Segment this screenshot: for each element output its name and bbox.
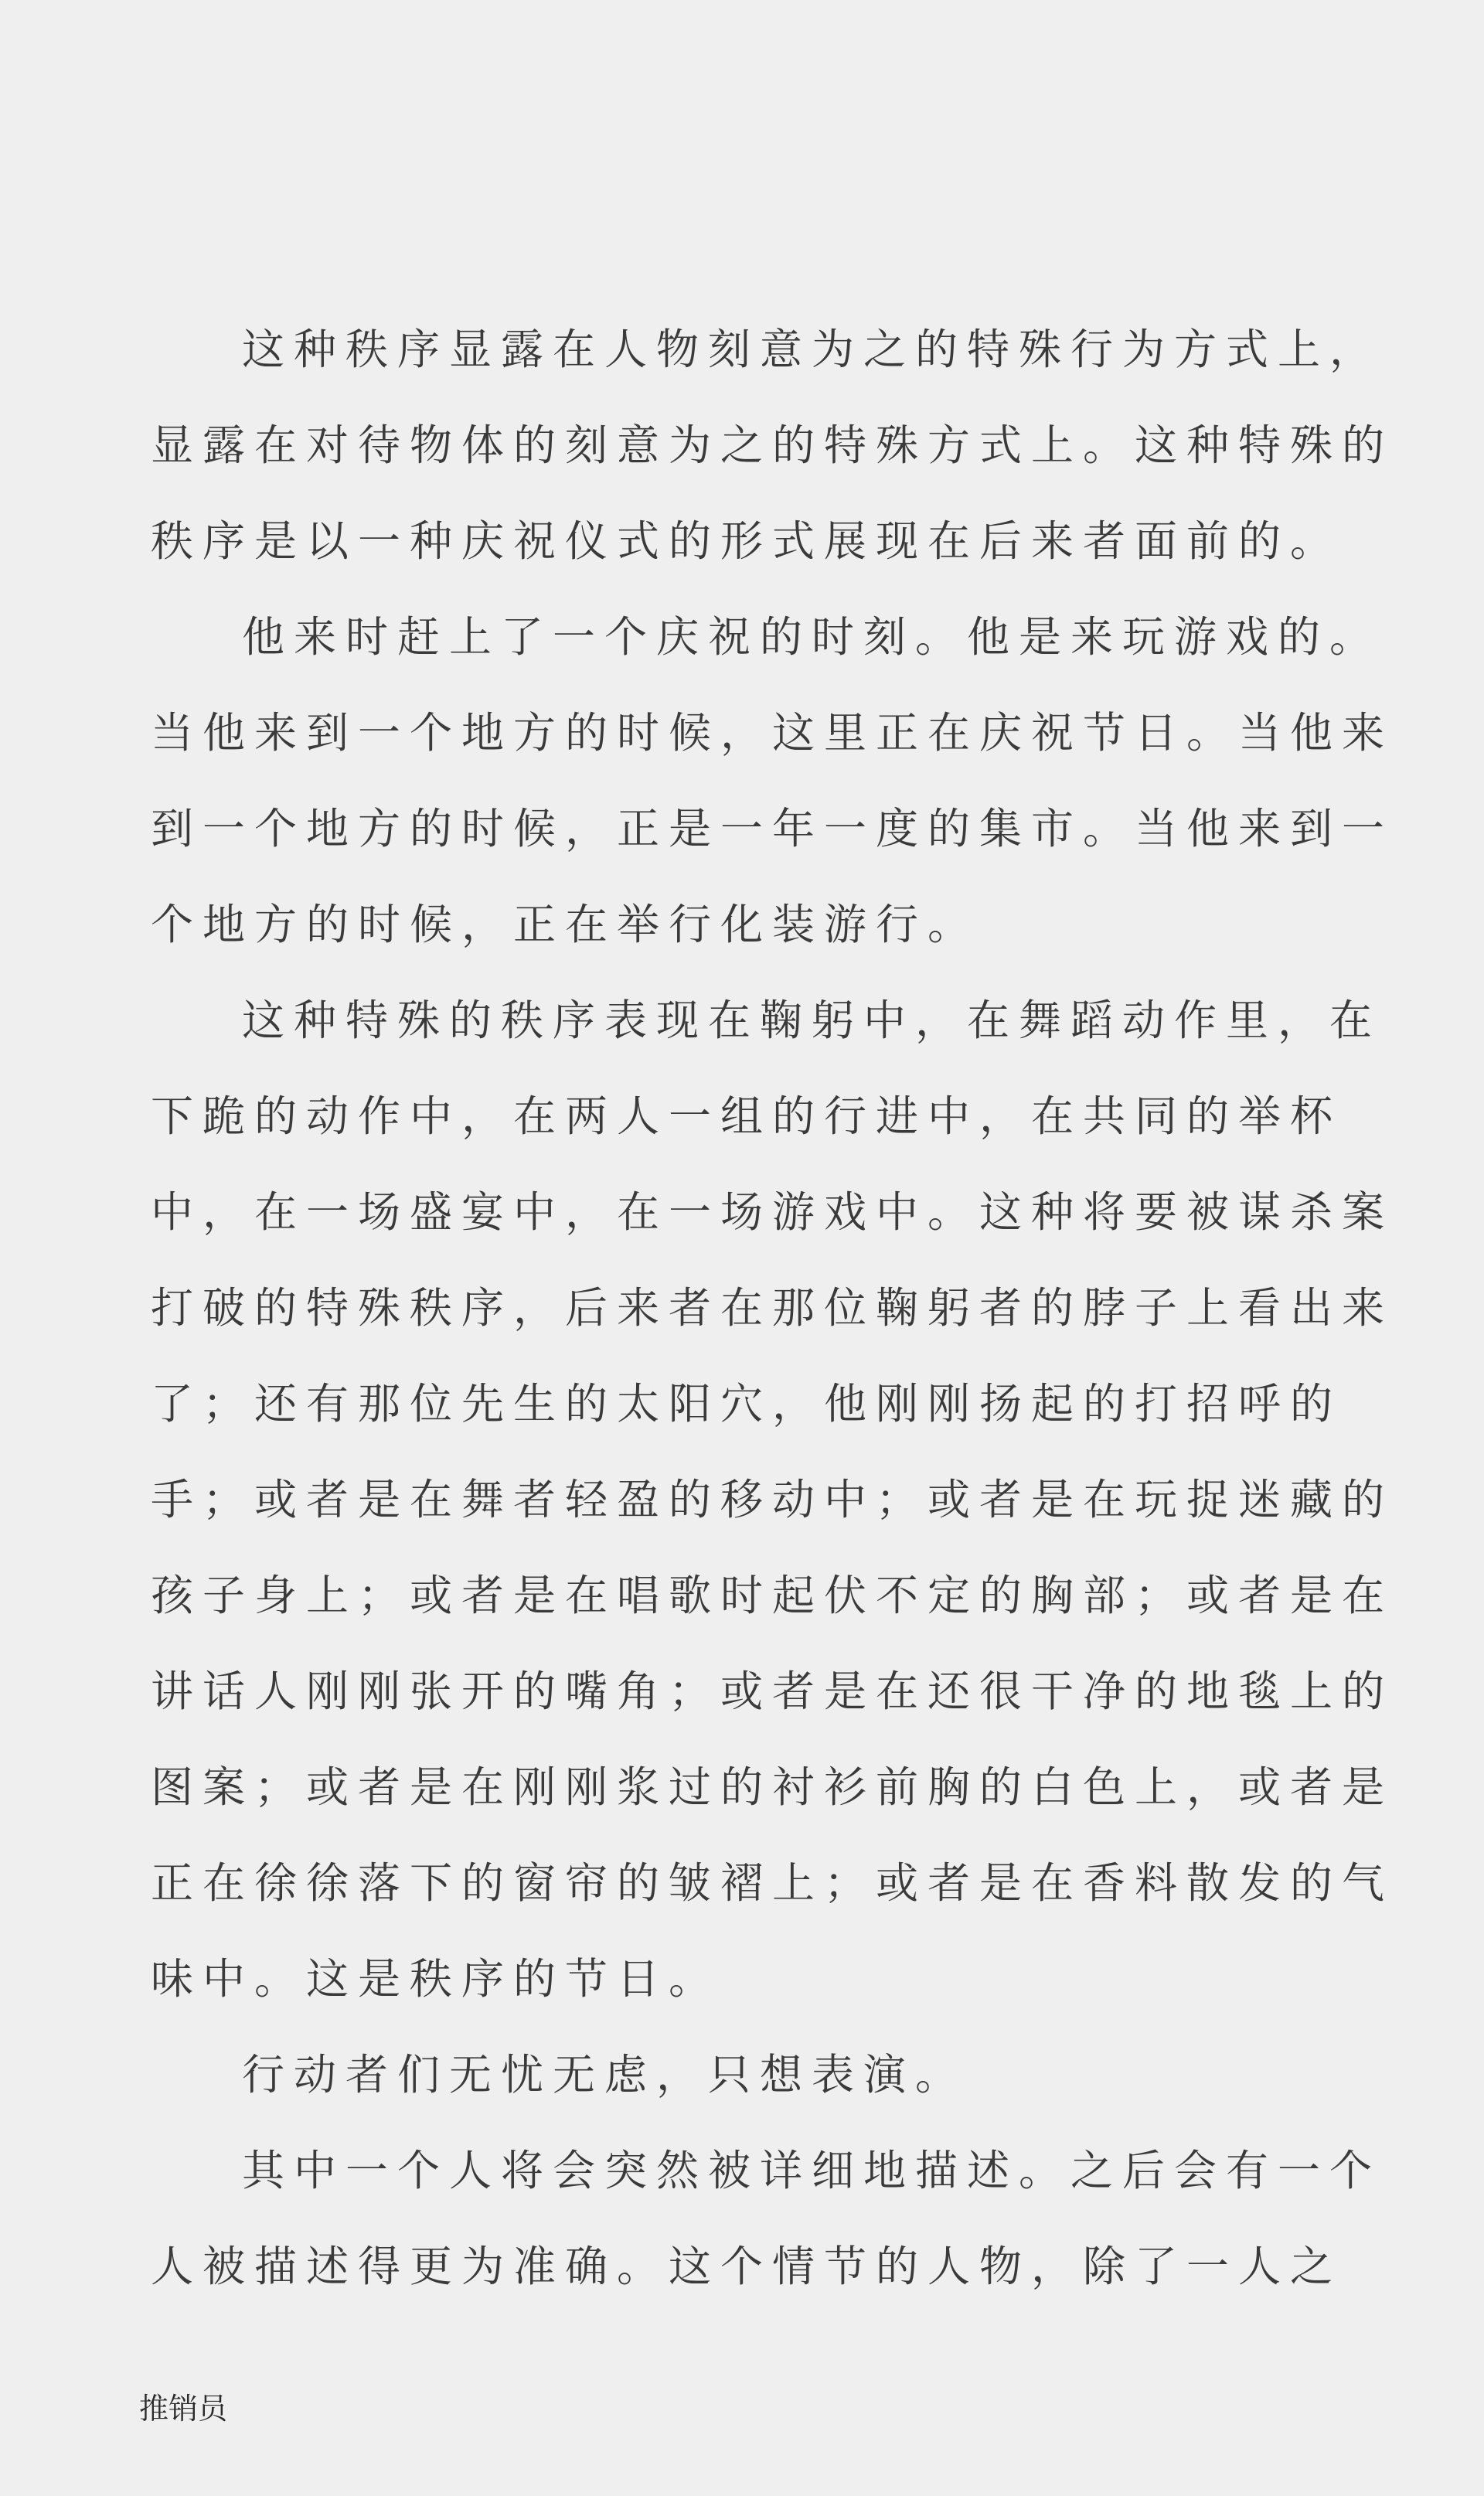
text-line: 到一个地方的时候，正是一年一度的集市。当他来到一: [151, 804, 1394, 853]
text-line: 正在徐徐落下的窗帘的皱褶上；或者是在香料散发的气: [151, 1858, 1394, 1908]
text-line: 中，在一场盛宴中，在一场游戏中。这种将要被谋杀案: [151, 1187, 1394, 1237]
text-line: 当他来到一个地方的时候，这里正在庆祝节日。当他来: [151, 708, 1394, 758]
text-line: 图案；或者是在刚刚浆过的衬衫前胸的白色上，或者是: [151, 1762, 1394, 1812]
text-line: 味中。这是秩序的节日。: [151, 1954, 721, 2004]
body-text: [151, 301, 1394, 2314]
text-line: 了；还有那位先生的太阳穴，他刚刚扬起的打招呼的: [151, 1379, 1343, 1428]
text-line: 讲话人刚刚张开的嘴角；或者是在还很干净的地毯上的: [151, 1667, 1394, 1716]
text-line: 其中一个人将会突然被详细地描述。之后会有一个: [242, 2146, 1382, 2195]
paragraph: [151, 972, 1394, 2027]
text-line: 下跪的动作中，在两人一组的行进中，在共同的举杯: [151, 1091, 1343, 1141]
paragraph: [151, 2123, 1382, 2314]
text-line: 打破的特殊秩序，后来者在那位鞠躬者的脖子上看出来: [151, 1283, 1394, 1333]
text-line: 他来时赶上了一个庆祝的时刻。他是来玩游戏的。: [242, 612, 1382, 662]
text-line: 孩子身上；或者是在唱歌时起伏不定的胸部；或者是在: [151, 1571, 1394, 1620]
text-line: 人被描述得更为准确。这个情节的人物，除了一人之: [151, 2242, 1343, 2291]
paragraph: [151, 301, 1394, 589]
text-line: 这种特殊的秩序表现在鞠躬中，在舞蹈动作里，在: [242, 996, 1382, 1045]
paragraph: [151, 2027, 1306, 2123]
text-line: 个地方的时候，正在举行化装游行。: [151, 900, 980, 949]
text-line: 行动者们无忧无虑，只想表演。: [242, 2050, 968, 2099]
running-title: 推销员: [139, 2392, 228, 2426]
text-line: 手；或者是在舞者轻盈的移动中；或者是在玩捉迷藏的: [151, 1475, 1394, 1524]
text-line: 秩序是以一种庆祝仪式的形式展现在后来者面前的。: [151, 516, 1343, 566]
text-line: 这种秩序显露在人物刻意为之的特殊行为方式上，: [242, 325, 1382, 374]
paragraph: [151, 589, 1394, 972]
text-line: 显露在对待物体的刻意为之的特殊方式上。这种特殊的: [151, 421, 1394, 470]
